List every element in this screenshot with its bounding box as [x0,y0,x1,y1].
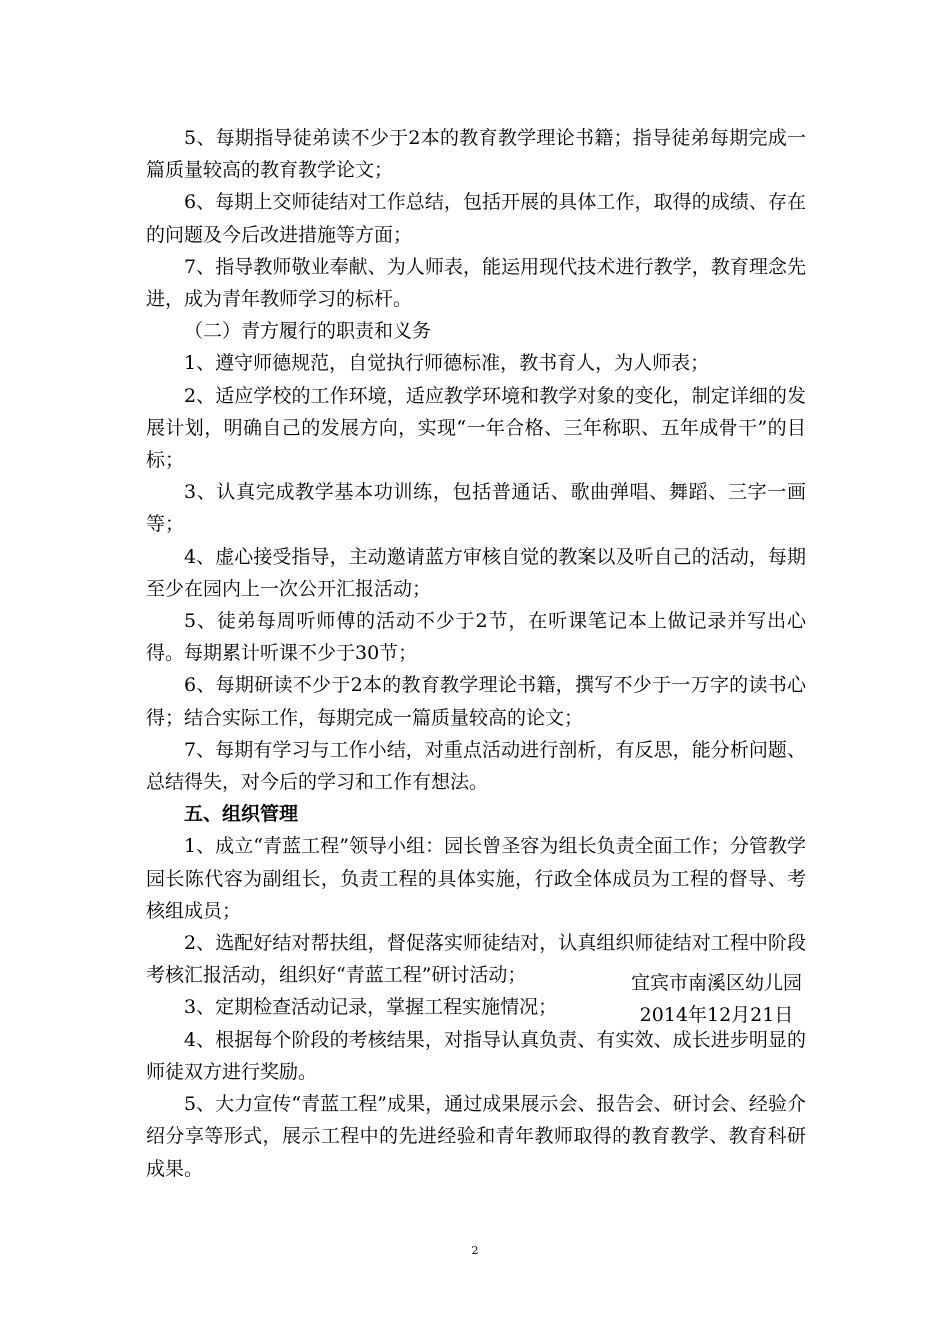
paragraph: 3、认真完成教学基本功训练，包括普通话、歌曲弹唱、舞蹈、三字一画等； [146,481,806,536]
paragraph: 1、成立“青蓝工程”领导小组：园长曾圣容为组长负责全面工作；分管教学园长陈代容为副组长，负责工程的具体实施，行政全体成员为工程的督导、考核组成员； [146,835,806,922]
paragraph: 2、适应学校的工作环境，适应教学环境和教学对象的变化，制定详细的发展计划，明确自己的发展方向，实现“一年合格、三年称职、五年成骨干”的目标； [146,384,806,472]
signature-org: 宜宾市南溪区幼儿园 [630,972,802,994]
paragraph: 6、每期研读不少于2本的教育教学理论书籍，撰写不少于一万字的读书心得；结合实际工作，每期完成一篇质量较高的论文； [146,674,806,729]
signature-block [631,967,802,1031]
paragraph: 5、每期指导徒弟读不少于2本的教育教学理论书籍；指导徒弟每期完成一篇质量较高的教育教学论文； [146,127,806,182]
page-number: 2 [471,1244,479,1257]
paragraph: 7、指导教师敬业奉献、为人师表，能运用现代技术进行教学，教育理念先进，成为青年教师学习的标杆。 [146,255,806,311]
paragraph: 1、遵守师德规范，自觉执行师德标准，教书育人，为人师表； [184,352,710,375]
paragraph: 5、徒弟每周听师傅的活动不少于2节，在听课笔记本上做记录并写出心得。每期累计听课不少于30节； [146,610,806,665]
paragraph: （二）青方履行的职责和义务 [184,320,432,343]
paragraph: 3、定期检查活动记录，掌握工程实施情况； [184,996,558,1019]
paragraph: 4、虚心接受指导，主动邀请蓝方审核自觉的教案以及听自己的活动，每期至少在园内上一次公开汇报活动； [146,545,806,600]
paragraph: 5、大力宣传“青蓝工程”成果，通过成果展示会、报告会、研讨会、经验介绍分享等形式，展示工程中的先进经验和青年教师取得的教育教学、教育科研成果。 [146,1093,806,1180]
paragraph: 7、每期有学习与工作小结，对重点活动进行剖析，有反思，能分析问题、总结得失，对今后的学习和工作有想法。 [146,738,806,794]
section-heading: 五、组织管理 [184,803,299,826]
paragraph: 6、每期上交师徒结对工作总结，包括开展的具体工作，取得的成绩、存在的问题及今后改进措施等方面； [146,191,806,246]
paragraph: 4、根据每个阶段的考核结果，对指导认真负责、有实效、成长进步明显的师徒双方进行奖励。 [146,1028,806,1083]
signature-date: 2014年12月21日 [639,1004,794,1026]
paragraph: 2、选配好结对帮扶组，督促落实师徒结对，认真组织师徒结对工程中阶段考核汇报活动，组织好“青蓝工程”研讨活动； [146,932,806,987]
